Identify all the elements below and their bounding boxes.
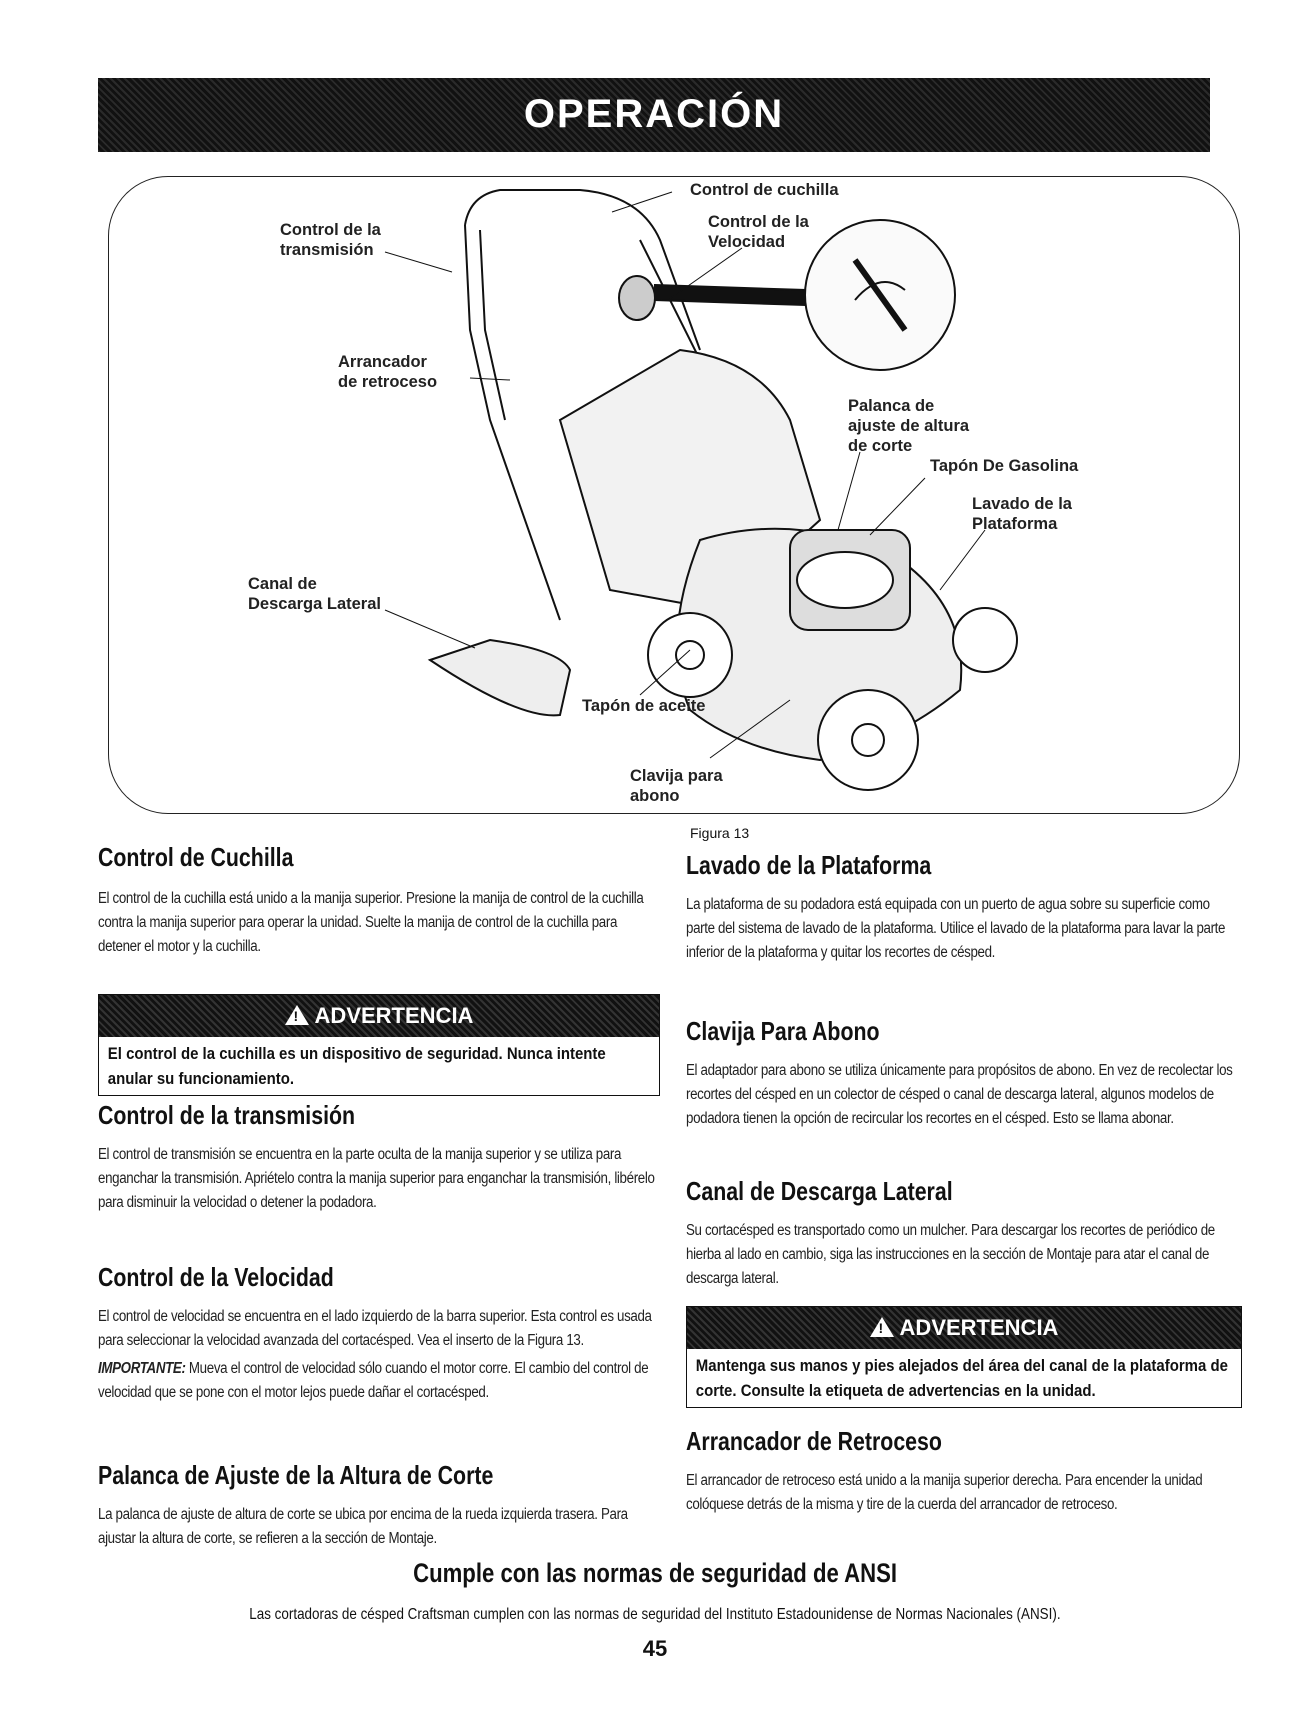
label-canal-descarga: Canal de Descarga Lateral — [248, 575, 381, 613]
left-column-4 — [98, 1460, 658, 1551]
left-column-3 — [98, 1262, 658, 1405]
heading-clavija-abono: Clavija Para Abono — [686, 1016, 880, 1046]
label-clavija: Clavija para abono — [630, 767, 723, 805]
heading-palanca-altura: Palanca de Ajuste de la Altura de Corte — [98, 1460, 494, 1490]
warning-box-1 — [98, 994, 660, 1096]
body-control-transmision: El control de transmisión se encuentra en la parte oculta de la manija superior y se utiliza para enganchar la transmisión. Apriételo contra la manija superior para enganchar la transmisión, libérelo para disminuir la velocidad o detener la podadora. — [98, 1146, 655, 1211]
body-arrancador: El arrancador de retroceso está unido a la manija superior derecha. Para encender la unidad colóquese detrás de la misma y tire de la cuerda del arrancador de retroceso. — [686, 1472, 1203, 1513]
label-lavado: Lavado de la Plataforma — [972, 495, 1072, 533]
label-control-transmision: Control de la transmisión — [280, 221, 381, 259]
right-column-2 — [686, 1016, 1241, 1131]
heading-lavado-plataforma: Lavado de la Plataforma — [686, 850, 932, 880]
body-canal-descarga: Su cortacésped es transportado como un mulcher. Para descargar los recortes de periódico de hierba al lado en cambio, siga las instrucciones en la sección de Montaje para atar el canal de descarga lateral. — [686, 1222, 1215, 1287]
body-lavado-plataforma: La plataforma de su podadora está equipada con un puerto de agua sobre su superficie como parte del sistema de lavado de la plataforma. Utilice el lavado de la plataforma para lavar la parte inferior de la plataforma y quitar los recortes de césped. — [686, 896, 1226, 961]
page-number: 45 — [642, 1636, 668, 1661]
heading-control-transmision: Control de la transmisión — [98, 1100, 356, 1130]
label-tapon-aceite: Tapón de aceite — [582, 697, 706, 715]
label-control-cuchilla: Control de cuchilla — [690, 181, 839, 199]
body-control-cuchilla: El control de la cuchilla está unido a la manija superior. Presione la manija de control de la cuchilla contra la manija superior para operar la unidad. Suelte la manija de control de la cuchilla para detener el motor y la cuchilla. — [98, 890, 644, 955]
left-column — [98, 842, 658, 959]
ansi-body: Las cortadoras de césped Craftsman cumplen con las normas de seguridad del Instituto Estadounidense de Normas Nacionales (ANSI). — [249, 1606, 1061, 1623]
label-arrancador: Arrancador de retroceso — [338, 353, 438, 391]
right-column-3 — [686, 1176, 1241, 1291]
heading-control-velocidad: Control de la Velocidad — [98, 1262, 334, 1292]
body-palanca-altura: La palanca de ajuste de altura de corte se ubica por encima de la rueda izquierda trasera. Para ajustar la altura de corte, se refieren a la sección de Montaje. — [98, 1506, 628, 1547]
label-palanca-altura: Palanca de ajuste de altura de corte — [848, 397, 970, 455]
banner-title: OPERACIÓN — [523, 92, 785, 136]
heading-control-cuchilla: Control de Cuchilla — [98, 842, 294, 872]
body-clavija-abono: El adaptador para abono se utiliza únicamente para propósitos de abono. En vez de recolectar los recortes del césped en un colector de césped o canal de descarga lateral, algunos modelos de podadora tienen la opción de recircular los recortes en el césped. Esto se llama abonar. — [686, 1062, 1233, 1127]
ansi-heading: Cumple con las normas de seguridad de ANSI — [413, 1558, 897, 1588]
warning-box-2 — [686, 1306, 1242, 1408]
heading-canal-descarga: Canal de Descarga Lateral — [686, 1176, 953, 1206]
figure-caption: Figura 13 — [690, 825, 750, 841]
label-tapon-gasolina: Tapón De Gasolina — [930, 457, 1079, 475]
body-importante: IMPORTANTE: Mueva el control de velocidad sólo cuando el motor corre. El cambio del control de velocidad que se pone con el motor lejos puede dañar el cortacésped. — [98, 1360, 649, 1401]
warning-text-1: El control de la cuchilla es un dispositivo de seguridad. Nunca intente anular su funcionamiento. — [107, 1044, 606, 1088]
warning-triangle-icon — [870, 1317, 894, 1337]
label-control-velocidad: Control de la Velocidad — [708, 213, 809, 251]
right-column-4 — [686, 1426, 1241, 1517]
left-column-2 — [98, 1100, 658, 1215]
heading-arrancador: Arrancador de Retroceso — [686, 1426, 942, 1456]
importante-label: IMPORTANTE: — [98, 1360, 186, 1377]
right-column — [686, 850, 1241, 965]
body-control-velocidad: El control de velocidad se encuentra en el lado izquierdo de la barra superior. Esta control es usada para seleccionar la velocidad avanzada del cortacésped. Vea el inserto de la Figura 13. — [98, 1308, 652, 1349]
warning-header-2: !ADVERTENCIA — [687, 1307, 1241, 1349]
warning-triangle-icon — [285, 1005, 309, 1025]
warning-text-2: Mantenga sus manos y pies alejados del área del canal de la plataforma de corte. Consulte la etiqueta de advertencias en la unidad. — [695, 1356, 1228, 1400]
warning-header-1: !ADVERTENCIA — [99, 995, 659, 1037]
